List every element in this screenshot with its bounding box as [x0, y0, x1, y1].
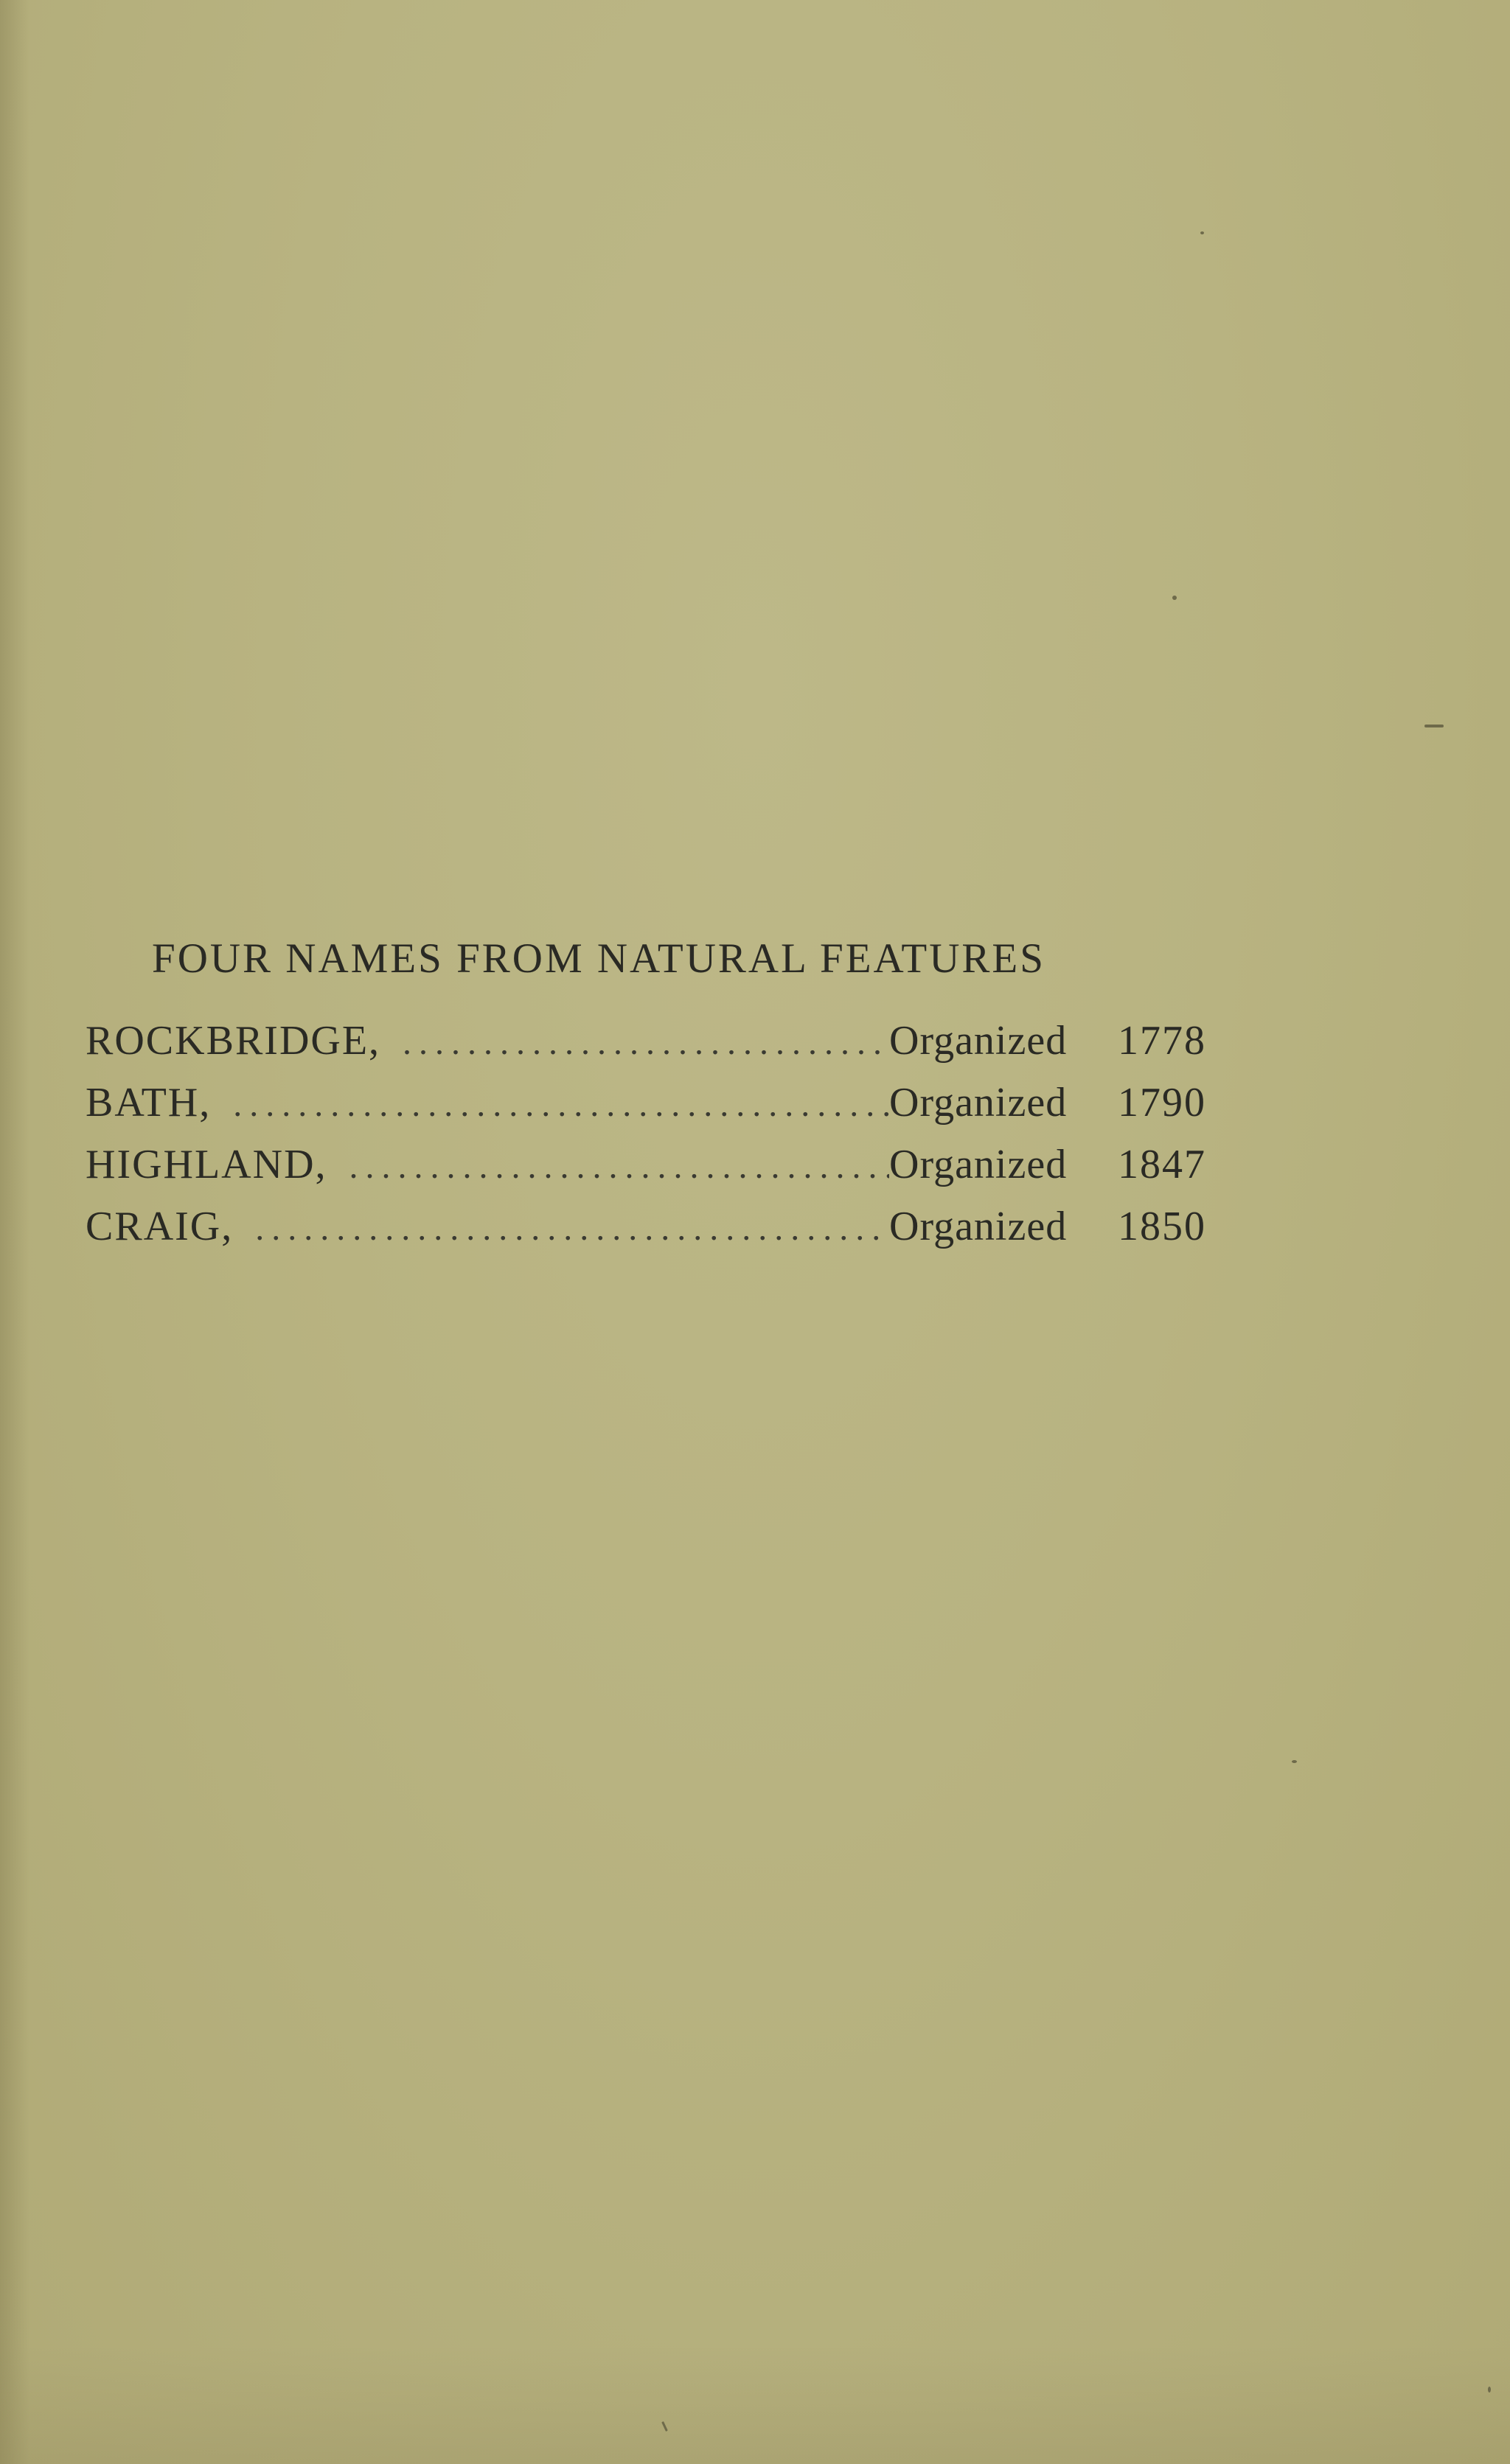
county-name: BATH,	[86, 1080, 212, 1125]
paper-speck	[1172, 596, 1177, 600]
list-item	[86, 1079, 1206, 1141]
list-item	[86, 1141, 1206, 1203]
organized-year: 1847	[1118, 1142, 1206, 1187]
organized-label: Organized	[889, 1204, 1068, 1249]
county-list	[86, 1017, 1206, 1265]
organized-year: 1790	[1118, 1080, 1206, 1125]
organized-label: Organized	[889, 1018, 1068, 1064]
organized-label: Organized	[889, 1142, 1068, 1187]
county-name: CRAIG,	[86, 1204, 234, 1249]
dot-leader	[233, 1084, 889, 1125]
list-item	[86, 1203, 1206, 1265]
organized-year: 1778	[1118, 1018, 1206, 1064]
paper-speck	[1292, 1760, 1297, 1763]
paper-speck	[661, 2421, 668, 2432]
dot-leader	[403, 1022, 889, 1063]
dot-leader	[349, 1146, 889, 1187]
paper-speck	[1424, 725, 1444, 727]
paper-speck	[1200, 231, 1204, 234]
county-name: ROCKBRIDGE,	[86, 1018, 381, 1064]
list-item	[86, 1017, 1206, 1079]
paper-speck	[1488, 2387, 1491, 2393]
county-name: HIGHLAND,	[86, 1142, 327, 1187]
page-title: FOUR NAMES FROM NATURAL FEATURES	[152, 935, 1045, 982]
organized-label: Organized	[889, 1080, 1068, 1125]
dot-leader	[255, 1208, 889, 1249]
organized-year: 1850	[1118, 1204, 1206, 1249]
